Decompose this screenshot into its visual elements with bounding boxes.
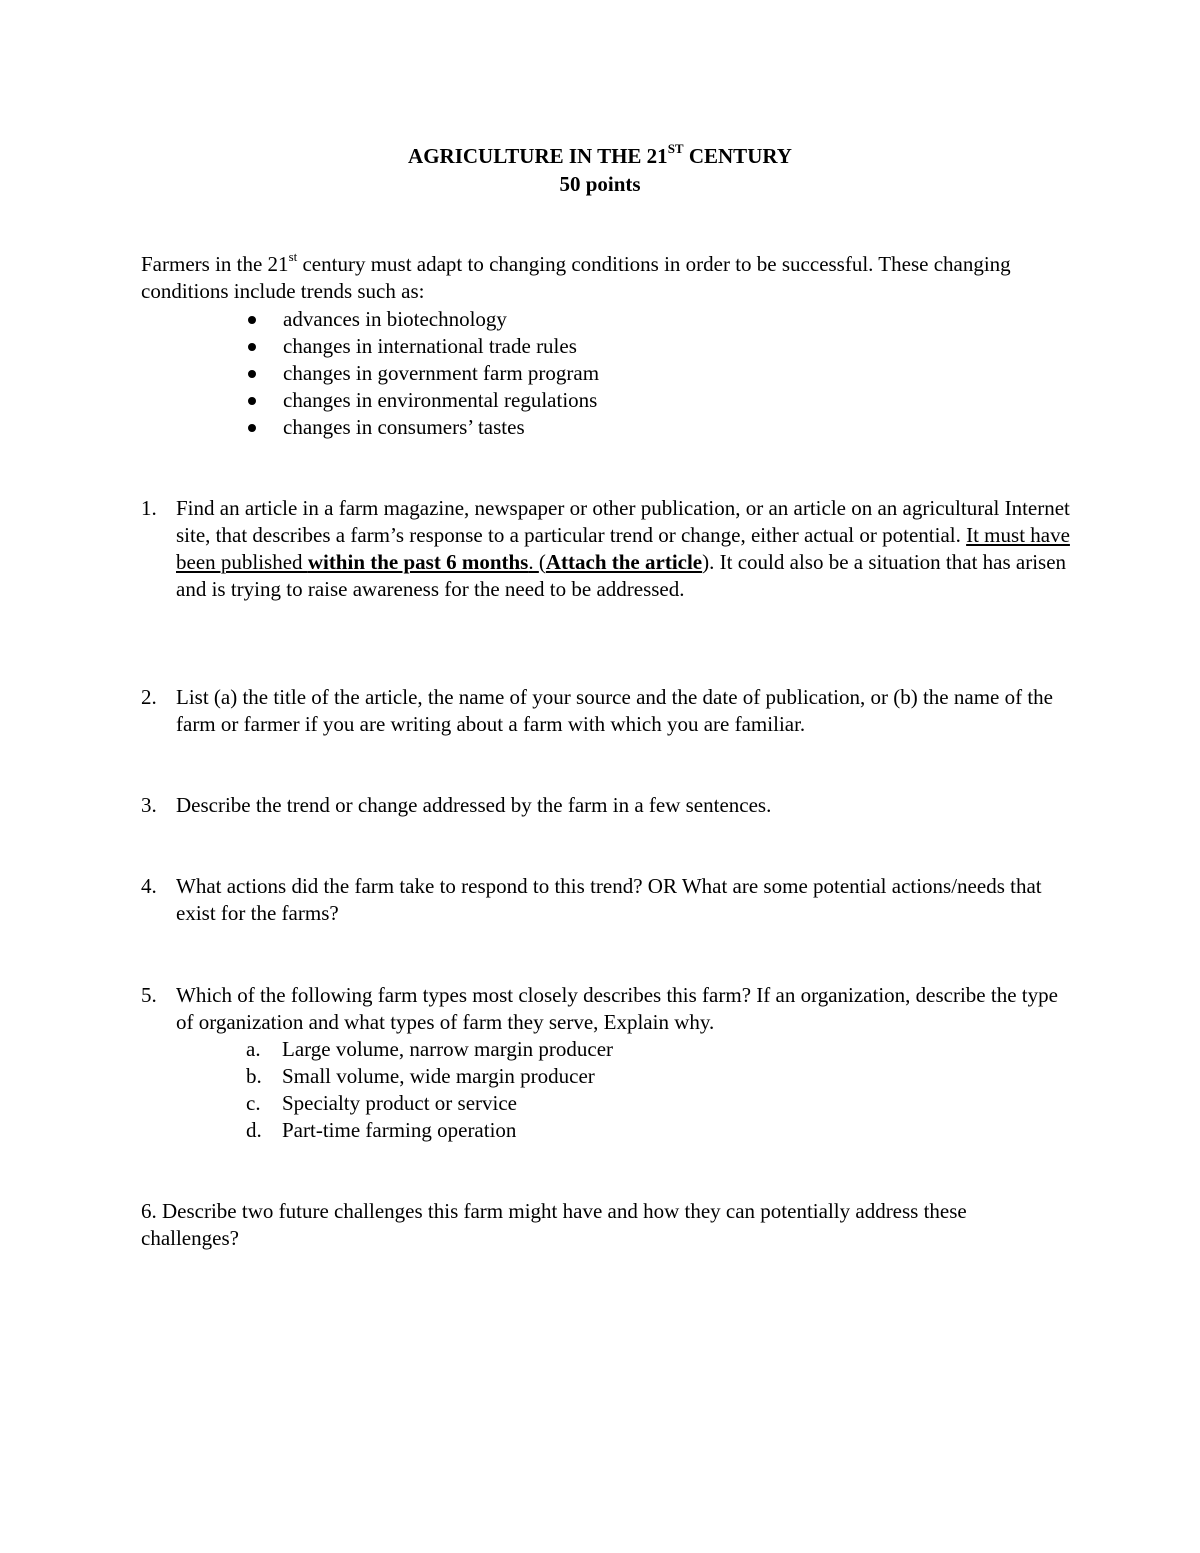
question-number: 1. [141,496,157,520]
question-number: 3. [141,793,157,817]
list-item-text: advances in biotechnology [283,307,507,331]
list-item [246,387,599,414]
question-2 [141,684,1071,738]
intro-text-end: century must adapt to changing conditions in order to be successful. These changing conditions include trends such as: [141,252,1011,303]
document-title [0,143,1200,170]
question-text: Describe the trend or change addressed by the farm in a few sentences. [176,793,772,817]
q1-paren: ( [538,550,546,574]
question-text [176,495,1071,603]
list-item [246,1063,613,1090]
points-label: 50 points [559,172,641,196]
question-6: 6. Describe two future challenges this farm might have and how they can potentially address these challenges? [141,1199,967,1250]
q1-text-end: ). It could also be a situation that has arisen and is trying to raise awareness for the need to be addressed. [176,550,1067,601]
option-letter: d. [246,1118,262,1142]
question-number: 2. [141,685,157,709]
trend-list [246,306,599,441]
list-item [246,1036,613,1063]
option-text: Specialty product or service [282,1091,517,1115]
farm-type-options [246,1036,613,1144]
title-superscript: ST [667,141,684,156]
q1-underline-text: It must have been published [176,523,1070,574]
intro-text-start: Farmers in the 21 [141,252,289,276]
option-letter: c. [246,1091,261,1115]
q1-text-start: Find an article in a farm magazine, newspaper or other publication, or an article on an agricultural Internet site, that describes a farm’s response to a particular trend or change, either actual or potential. [176,496,1070,547]
list-item [246,333,599,360]
list-item-text: changes in consumers’ tastes [283,415,525,439]
question-text: What actions did the farm take to respond to this trend? OR What are some potential actions/needs that exist for the farms? [176,874,1042,925]
bullet-icon [248,397,256,405]
option-text: Large volume, narrow margin producer [282,1037,614,1061]
question-5 [141,982,1071,1036]
intro-superscript: st [288,249,298,264]
list-item-text: changes in environmental regulations [283,388,598,412]
bullet-icon [248,316,256,324]
option-letter: a. [246,1037,261,1061]
list-item-text: changes in international trade rules [283,334,577,358]
question-text: List (a) the title of the article, the name of your source and the date of publication, or (b) the name of the farm or farmer if you are writing about a farm with which you are familiar. [176,685,1054,736]
option-letter: b. [246,1064,262,1088]
option-text: Part-time farming operation [282,1118,517,1142]
option-text: Small volume, wide margin producer [282,1064,595,1088]
q1-attach-instruction: Attach the article [545,550,703,574]
question-text: Which of the following farm types most closely describes this farm? If an organization, describe the type of organization and what types of farm they serve, Explain why. [176,983,1058,1034]
intro-paragraph [141,251,1061,305]
list-item [246,414,599,441]
bullet-icon [248,370,256,378]
title-text-end: CENTURY [683,144,792,168]
question-1 [141,495,1071,603]
question-3 [141,792,1071,819]
list-item [246,1090,613,1117]
bullet-icon [248,343,256,351]
list-item [246,306,599,333]
q1-deadline: within the past 6 months [307,550,529,574]
list-item [246,1117,613,1144]
question-number: 4. [141,874,157,898]
question-number: 5. [141,983,157,1007]
list-item-text: changes in government farm program [283,361,600,385]
bullet-icon [248,424,256,432]
title-text: AGRICULTURE IN THE 21 [408,144,668,168]
question-4 [141,873,1071,927]
list-item [246,360,599,387]
q1-underline-end: . [528,550,539,574]
